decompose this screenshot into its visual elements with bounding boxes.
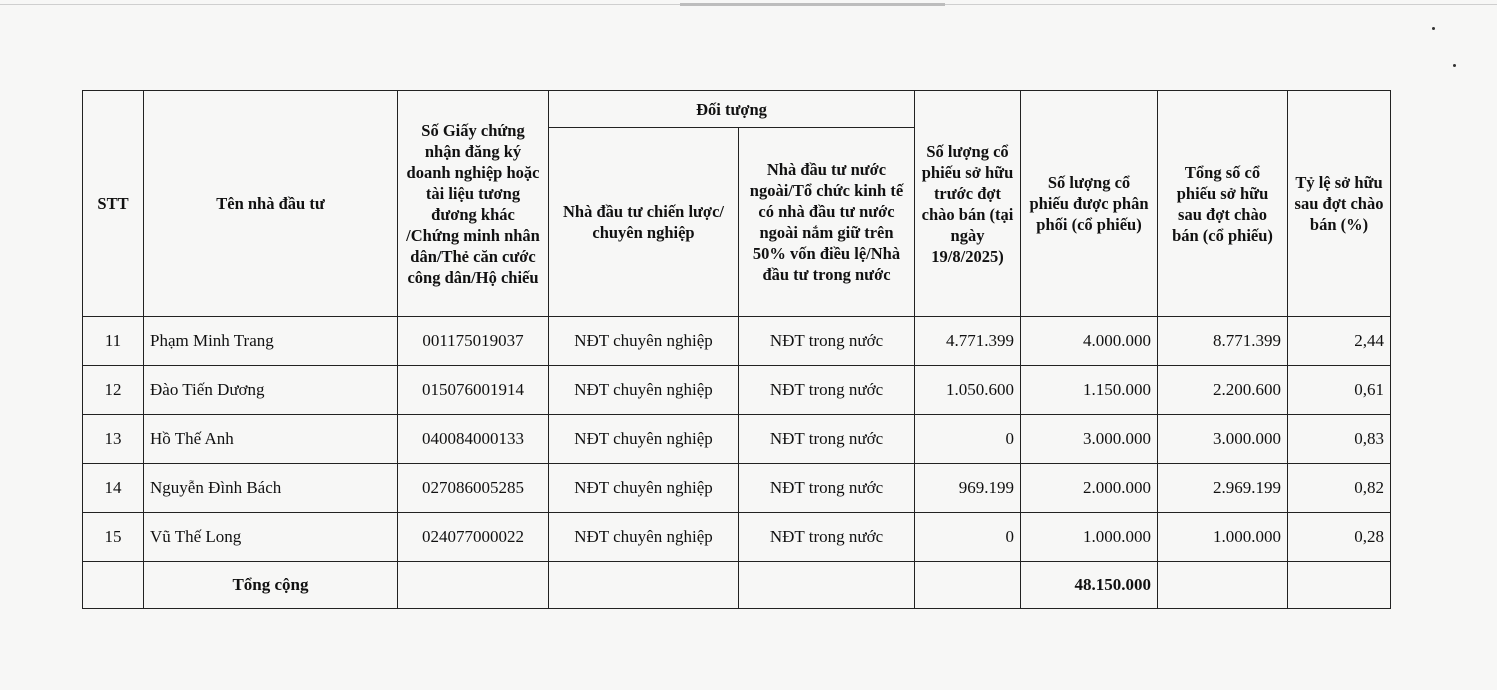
cell-empty xyxy=(915,562,1021,609)
cell-investor-origin: NĐT trong nước xyxy=(739,464,915,513)
cell-ownership-ratio: 2,44 xyxy=(1288,317,1391,366)
cell-investor-origin: NĐT trong nước xyxy=(739,415,915,464)
cell-stt: 15 xyxy=(83,513,144,562)
header-shares-allocated: Số lượng cổ phiếu được phân phối (cổ phiếu) xyxy=(1021,91,1158,317)
scan-speck xyxy=(1453,64,1456,67)
cell-stt: 14 xyxy=(83,464,144,513)
cell-shares-allocated: 3.000.000 xyxy=(1021,415,1158,464)
table-row xyxy=(83,366,1391,415)
cell-shares-before: 0 xyxy=(915,513,1021,562)
header-shares-before: Số lượng cổ phiếu sở hữu trước đợt chào bán (tại ngày 19/8/2025) xyxy=(915,91,1021,317)
cell-investor-type: NĐT chuyên nghiệp xyxy=(549,513,739,562)
table-body xyxy=(83,317,1391,609)
cell-investor-name: Phạm Minh Trang xyxy=(144,317,398,366)
cell-shares-before: 4.771.399 xyxy=(915,317,1021,366)
investor-allocation-table xyxy=(82,90,1391,609)
cell-investor-type: NĐT chuyên nghiệp xyxy=(549,317,739,366)
cell-shares-allocated: 1.000.000 xyxy=(1021,513,1158,562)
cell-ownership-ratio: 0,28 xyxy=(1288,513,1391,562)
cell-shares-after: 1.000.000 xyxy=(1158,513,1288,562)
cell-ownership-ratio: 0,82 xyxy=(1288,464,1391,513)
table-row xyxy=(83,317,1391,366)
cell-shares-after: 2.969.199 xyxy=(1158,464,1288,513)
table-row xyxy=(83,415,1391,464)
header-license-number: Số Giấy chứng nhận đăng ký doanh nghiệp hoặc tài liệu tương đương khác /Chứng minh nhân dân/Thẻ căn cước công dân/Hộ chiếu xyxy=(398,91,549,317)
total-row xyxy=(83,562,1391,609)
cell-ownership-ratio: 0,83 xyxy=(1288,415,1391,464)
cell-stt: 13 xyxy=(83,415,144,464)
cell-investor-origin: NĐT trong nước xyxy=(739,317,915,366)
cell-investor-type: NĐT chuyên nghiệp xyxy=(549,366,739,415)
table-row xyxy=(83,464,1391,513)
table-row xyxy=(83,513,1391,562)
cell-investor-name: Đào Tiến Dương xyxy=(144,366,398,415)
cell-license-number: 027086005285 xyxy=(398,464,549,513)
header-investor-category: Đối tượng xyxy=(549,91,915,128)
cell-shares-allocated: 2.000.000 xyxy=(1021,464,1158,513)
scan-speck xyxy=(1432,27,1435,30)
cell-empty xyxy=(549,562,739,609)
header-row xyxy=(83,91,1391,128)
cell-ownership-ratio: 0,61 xyxy=(1288,366,1391,415)
cell-shares-after: 2.200.600 xyxy=(1158,366,1288,415)
cell-empty xyxy=(398,562,549,609)
header-strategic-professional: Nhà đầu tư chiến lược/ chuyên nghiệp xyxy=(549,128,739,317)
cell-investor-name: Vũ Thế Long xyxy=(144,513,398,562)
header-shares-after: Tổng số cổ phiếu sở hữu sau đợt chào bán (cổ phiếu) xyxy=(1158,91,1288,317)
cell-empty xyxy=(1288,562,1391,609)
cell-shares-after: 8.771.399 xyxy=(1158,317,1288,366)
header-investor-name: Tên nhà đầu tư xyxy=(144,91,398,317)
cell-investor-type: NĐT chuyên nghiệp xyxy=(549,464,739,513)
cell-stt: 12 xyxy=(83,366,144,415)
cell-shares-before: 1.050.600 xyxy=(915,366,1021,415)
total-shares-allocated: 48.150.000 xyxy=(1021,562,1158,609)
cell-license-number: 001175019037 xyxy=(398,317,549,366)
cell-empty xyxy=(83,562,144,609)
cell-investor-origin: NĐT trong nước xyxy=(739,513,915,562)
cell-license-number: 024077000022 xyxy=(398,513,549,562)
header-stt: STT xyxy=(83,91,144,317)
header-foreign-domestic: Nhà đầu tư nước ngoài/Tổ chức kinh tế có nhà đầu tư nước ngoài nắm giữ trên 50% vốn điều lệ/Nhà đầu tư trong nước xyxy=(739,128,915,317)
scan-top-edge xyxy=(0,4,1497,5)
cell-investor-name: Hồ Thế Anh xyxy=(144,415,398,464)
cell-shares-allocated: 1.150.000 xyxy=(1021,366,1158,415)
total-label: Tổng cộng xyxy=(144,562,398,609)
cell-shares-before: 969.199 xyxy=(915,464,1021,513)
cell-shares-after: 3.000.000 xyxy=(1158,415,1288,464)
cell-investor-type: NĐT chuyên nghiệp xyxy=(549,415,739,464)
cell-license-number: 015076001914 xyxy=(398,366,549,415)
cell-investor-origin: NĐT trong nước xyxy=(739,366,915,415)
cell-empty xyxy=(739,562,915,609)
cell-empty xyxy=(1158,562,1288,609)
cell-stt: 11 xyxy=(83,317,144,366)
cell-shares-before: 0 xyxy=(915,415,1021,464)
cell-shares-allocated: 4.000.000 xyxy=(1021,317,1158,366)
cell-investor-name: Nguyễn Đình Bách xyxy=(144,464,398,513)
header-ownership-ratio: Tỷ lệ sở hữu sau đợt chào bán (%) xyxy=(1288,91,1391,317)
cell-license-number: 040084000133 xyxy=(398,415,549,464)
